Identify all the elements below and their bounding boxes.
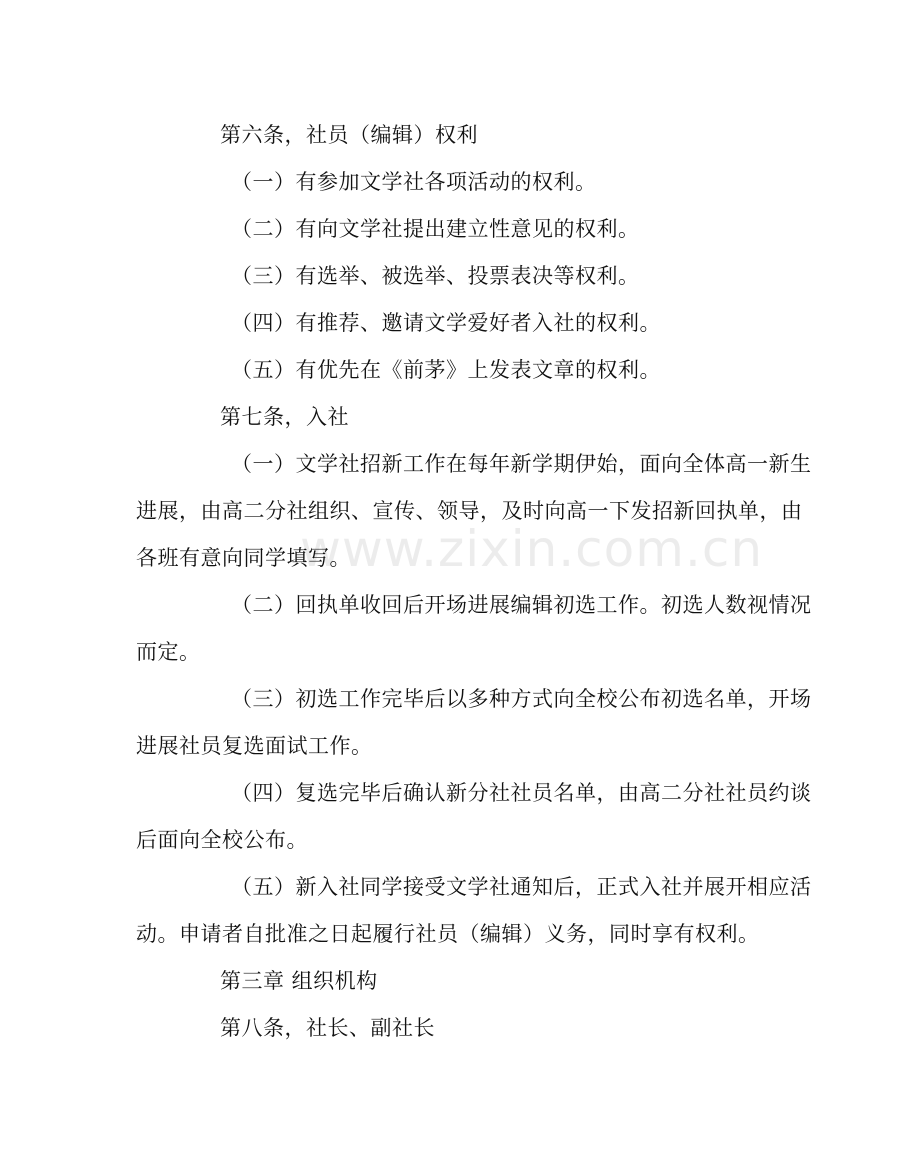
paragraph-line: 各班有意向同学填写。: [136, 546, 351, 570]
paragraph-line: 动。申请者自批准之日起履行社员（编辑）义务，同时享有权利。: [136, 922, 760, 946]
paragraph-line: （一）文学社招新工作在每年新学期伊始，面向全体高一新生: [231, 452, 812, 476]
article-heading: 第六条，社员（编辑）权利: [220, 123, 478, 147]
paragraph-line: （五）新入社同学接受文学社通知后，正式入社并展开相应活: [231, 875, 812, 899]
paragraph-line: （一）有参加文学社各项活动的权利。: [231, 170, 597, 194]
paragraph-line: （三）初选工作完毕后以多种方式向全校公布初选名单，开场: [231, 687, 812, 711]
document-body: [136, 112, 812, 1052]
article-heading: 第八条，社长、副社长: [220, 1016, 435, 1040]
paragraph-line: 后面向全校公布。: [136, 828, 308, 852]
paragraph-line: （五）有优先在《前茅》上发表文章的权利。: [231, 358, 661, 382]
chapter-heading: 第三章 组织机构: [220, 969, 378, 993]
paragraph-line: （二）回执单收回后开场进展编辑初选工作。初选人数视情况: [231, 593, 812, 617]
paragraph-line: 进展社员复选面试工作。: [136, 734, 373, 758]
paragraph-line: 进展，由高二分社组织、宣传、领导，及时向高一下发招新回执单，由: [136, 499, 803, 523]
paragraph-line: （四）有推荐、邀请文学爱好者入社的权利。: [231, 311, 661, 335]
article-heading: 第七条，入社: [220, 405, 349, 429]
paragraph-line: （四）复选完毕后确认新分社社员名单，由高二分社社员约谈: [231, 781, 812, 805]
watermark: www.zixin.com.cn: [300, 520, 764, 578]
paragraph-line: （二）有向文学社提出建立性意见的权利。: [231, 217, 640, 241]
paragraph-line: （三）有选举、被选举、投票表决等权利。: [231, 264, 640, 288]
paragraph-line: 而定。: [136, 640, 201, 664]
